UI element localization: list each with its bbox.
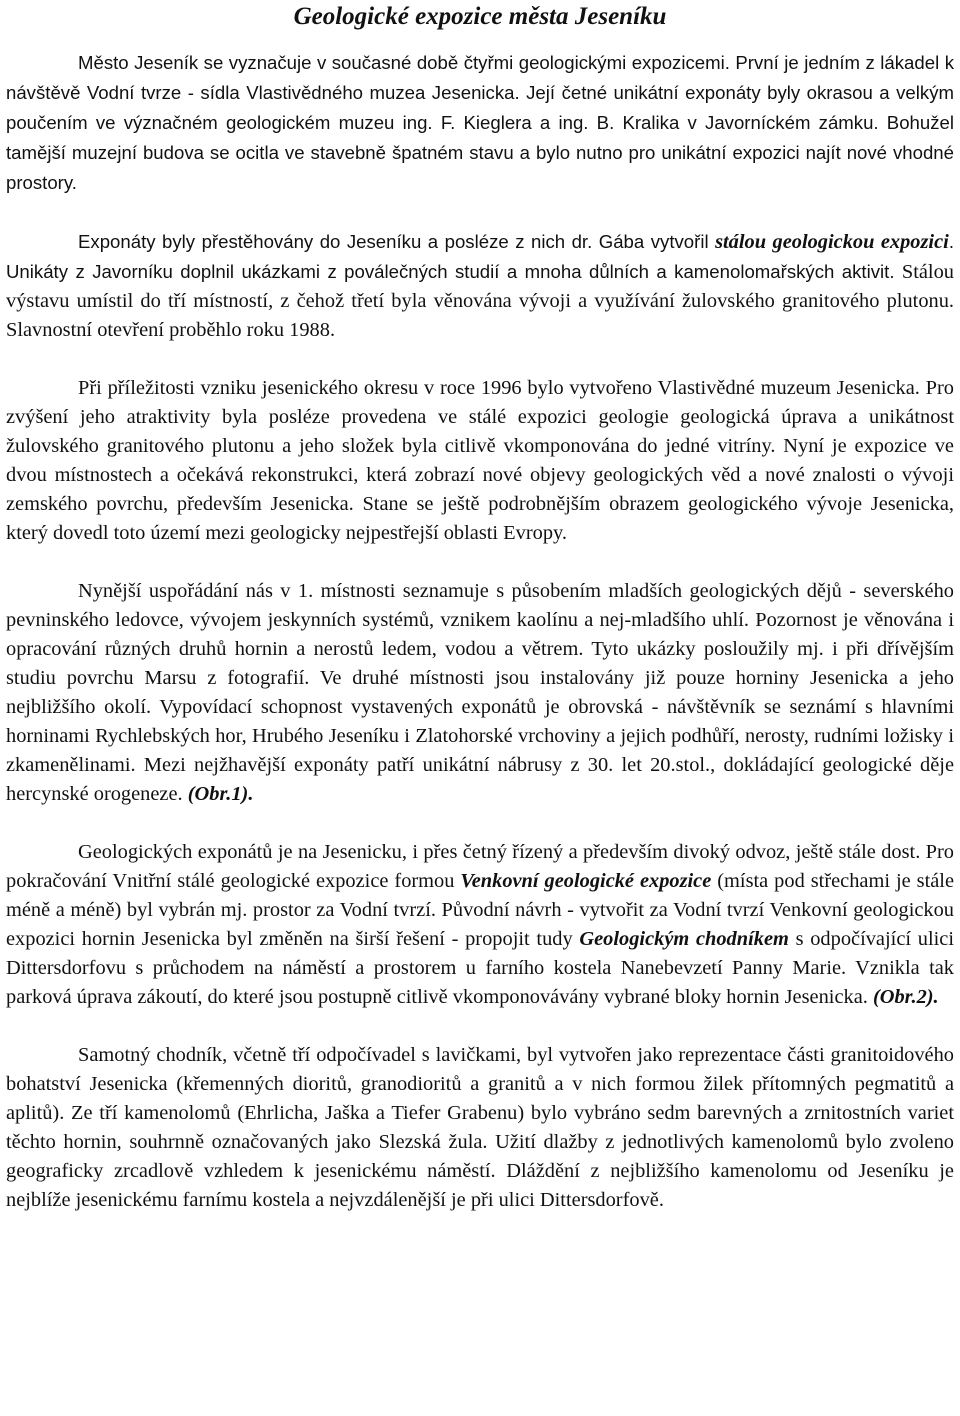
paragraph-4 [6, 577, 954, 809]
paragraph-5-text-c: s odpočívající ulici Dittersdorfovu s průchodem na náměstí a prostorem u farního kostela Nanebevzetí Panny Marie. Vznikla tak parková úprava zákoutí, do které jsou postupně citlivě vkomponovávány vybrané bloky hornin Jesenicka. [6, 928, 954, 1008]
paragraph-3-text: Při příležitosti vzniku jesenického okresu v roce 1996 bylo vytvořeno Vlastivědné muzeum Jesenicka. Pro zvýšení jeho atraktivity byla posléze provedena ve stálé expozici geologie geologická úprava a unikátnost žulovského granitového plutonu a jeho složek byla citlivě vkomponována do jedné vitríny. Nyní je expozice ve dvou místnostech a očekává rekonstrukci, která zobrazí nové objevy geologických věd a nové znalosti o vývoji zemského povrchu, především Jesenicka. Stane se ještě podrobnějším obrazem geologického vývoje Jesenicka, který dovedl toto území mezi geologicky nejpestřejší oblasti Evropy. [6, 377, 954, 544]
document-page [6, 0, 954, 1215]
paragraph-5-emphasis-2: Geologickým chodníkem [579, 928, 789, 950]
paragraph-4-text: Nynější uspořádání nás v 1. místnosti seznamuje s působením mladších geologických dějů - severského pevninského ledovce, vývojem jeskynních systémů, vznikem kaolínu a nej-mladšího uhlí. Pozornost je věnována i opracování různých druhů hornin a nerostů ledem, vodou a větrem. Tyto ukázky posloužily mj. i při dřívějším studiu povrchu Marsu z fotografií. Ve druhé místnosti jsou instalovány již pouze horniny Jesenicka a jeho nejbližšího okolí. Vypovídací schopnost vystavených exponátů je obrovská - návštěvník se seznámí s hlavními horninami Rychlebských hor, Hrubého Jeseníku i Zlatohorské vrchoviny a jejich podhůří, nerosty, rudními ložisky i zkamenělinami. Mezi nejžhavější exponáty patří unikátní nábrusy z 30. let 20.stol., dokládající geologické děje hercynské orogeneze. [6, 580, 954, 805]
paragraph-5-text-a: Geologických exponátů je na Jesenicku, i přes četný řízený a především divoký odvoz, ještě stále dost. Pro pokračování Vnitřní stálé geologické expozice formou [6, 841, 954, 892]
paragraph-5-emphasis-1: Venkovní geologické expozice [460, 870, 712, 892]
figure-reference-2: (Obr.2). [872, 986, 939, 1008]
paragraph-6-text: Samotný chodník, včetně tří odpočívadel s lavičkami, byl vytvořen jako reprezentace části granitoidového bohatství Jesenicka (křemenných dioritů, granodioritů a granitů a v nich formou žilek přítomných pegmatitů a aplitů). Ze tří kamenolomů (Ehrlicha, Jaška a Tiefer Grabenu) bylo vybráno sedm barevných a zrnitostních variet těchto hornin, souhrnně označovaných jako Slezská žula. Užití dlažby z jednotlivých kamenolomů bylo zvoleno geograficky zrcadlově vzhledem k jesenickému náměstí. Dláždění z nejbližšího kamenolomu od Jeseníku je nejblíže jesenickému farnímu kostela a nejvzdálenější je při ulici Dittersdorfově. [6, 1044, 954, 1211]
paragraph-5-text-b: (místa pod střechami je stále méně a méně) byl vybrán mj. prostor za Vodní tvrzí. Původní návrh - vytvořit za Vodní tvrzí Venkovní geologickou expozici hornin Jesenicka byl změněn na širší řešení - propojit tudy [6, 870, 955, 950]
paragraph-2-text-a: Exponáty byly přestěhovány do Jeseníku a posléze z nich dr. Gába vytvořil [78, 231, 716, 252]
paragraph-2-emphasis: stálou geologickou expozici [715, 231, 949, 253]
paragraph-6 [6, 1041, 954, 1215]
paragraph-5 [6, 838, 954, 1012]
paragraph-2-text-b: . Unikáty z Javorníku doplnil ukázkami z poválečných studií a mnoha důlních a kamenolomařských aktivit. [6, 231, 954, 282]
paragraph-3 [6, 374, 954, 548]
paragraph-1 [6, 48, 954, 198]
page-title: Geologické expozice města Jeseníku [293, 3, 667, 30]
paragraph-2 [6, 227, 954, 345]
figure-reference-1: (Obr.1). [187, 783, 254, 805]
paragraph-2-text-c: Stálou výstavu umístil do tří místností, z čehož třetí byla věnována vývoji a využívání žulovského granitového plutonu. Slavnostní otevření proběhlo roku 1988. [6, 261, 954, 341]
paragraph-1-text: Město Jeseník se vyznačuje v současné době čtyřmi geologickými expozicemi. První je jedním z lákadel k návštěvě Vodní tvrze - sídla Vlastivědného muzea Jesenicka. Její četné unikátní exponáty byly okrasou a velkým poučením ve význačném geologickém muzeu ing. F. Kieglera a ing. B. Kralika v Javorníckém zámku. Bohužel tamější muzejní budova se ocitla ve stavebně špatném stavu a bylo nutno pro unikátní expozici najít nové vhodné prostory. [6, 52, 954, 193]
